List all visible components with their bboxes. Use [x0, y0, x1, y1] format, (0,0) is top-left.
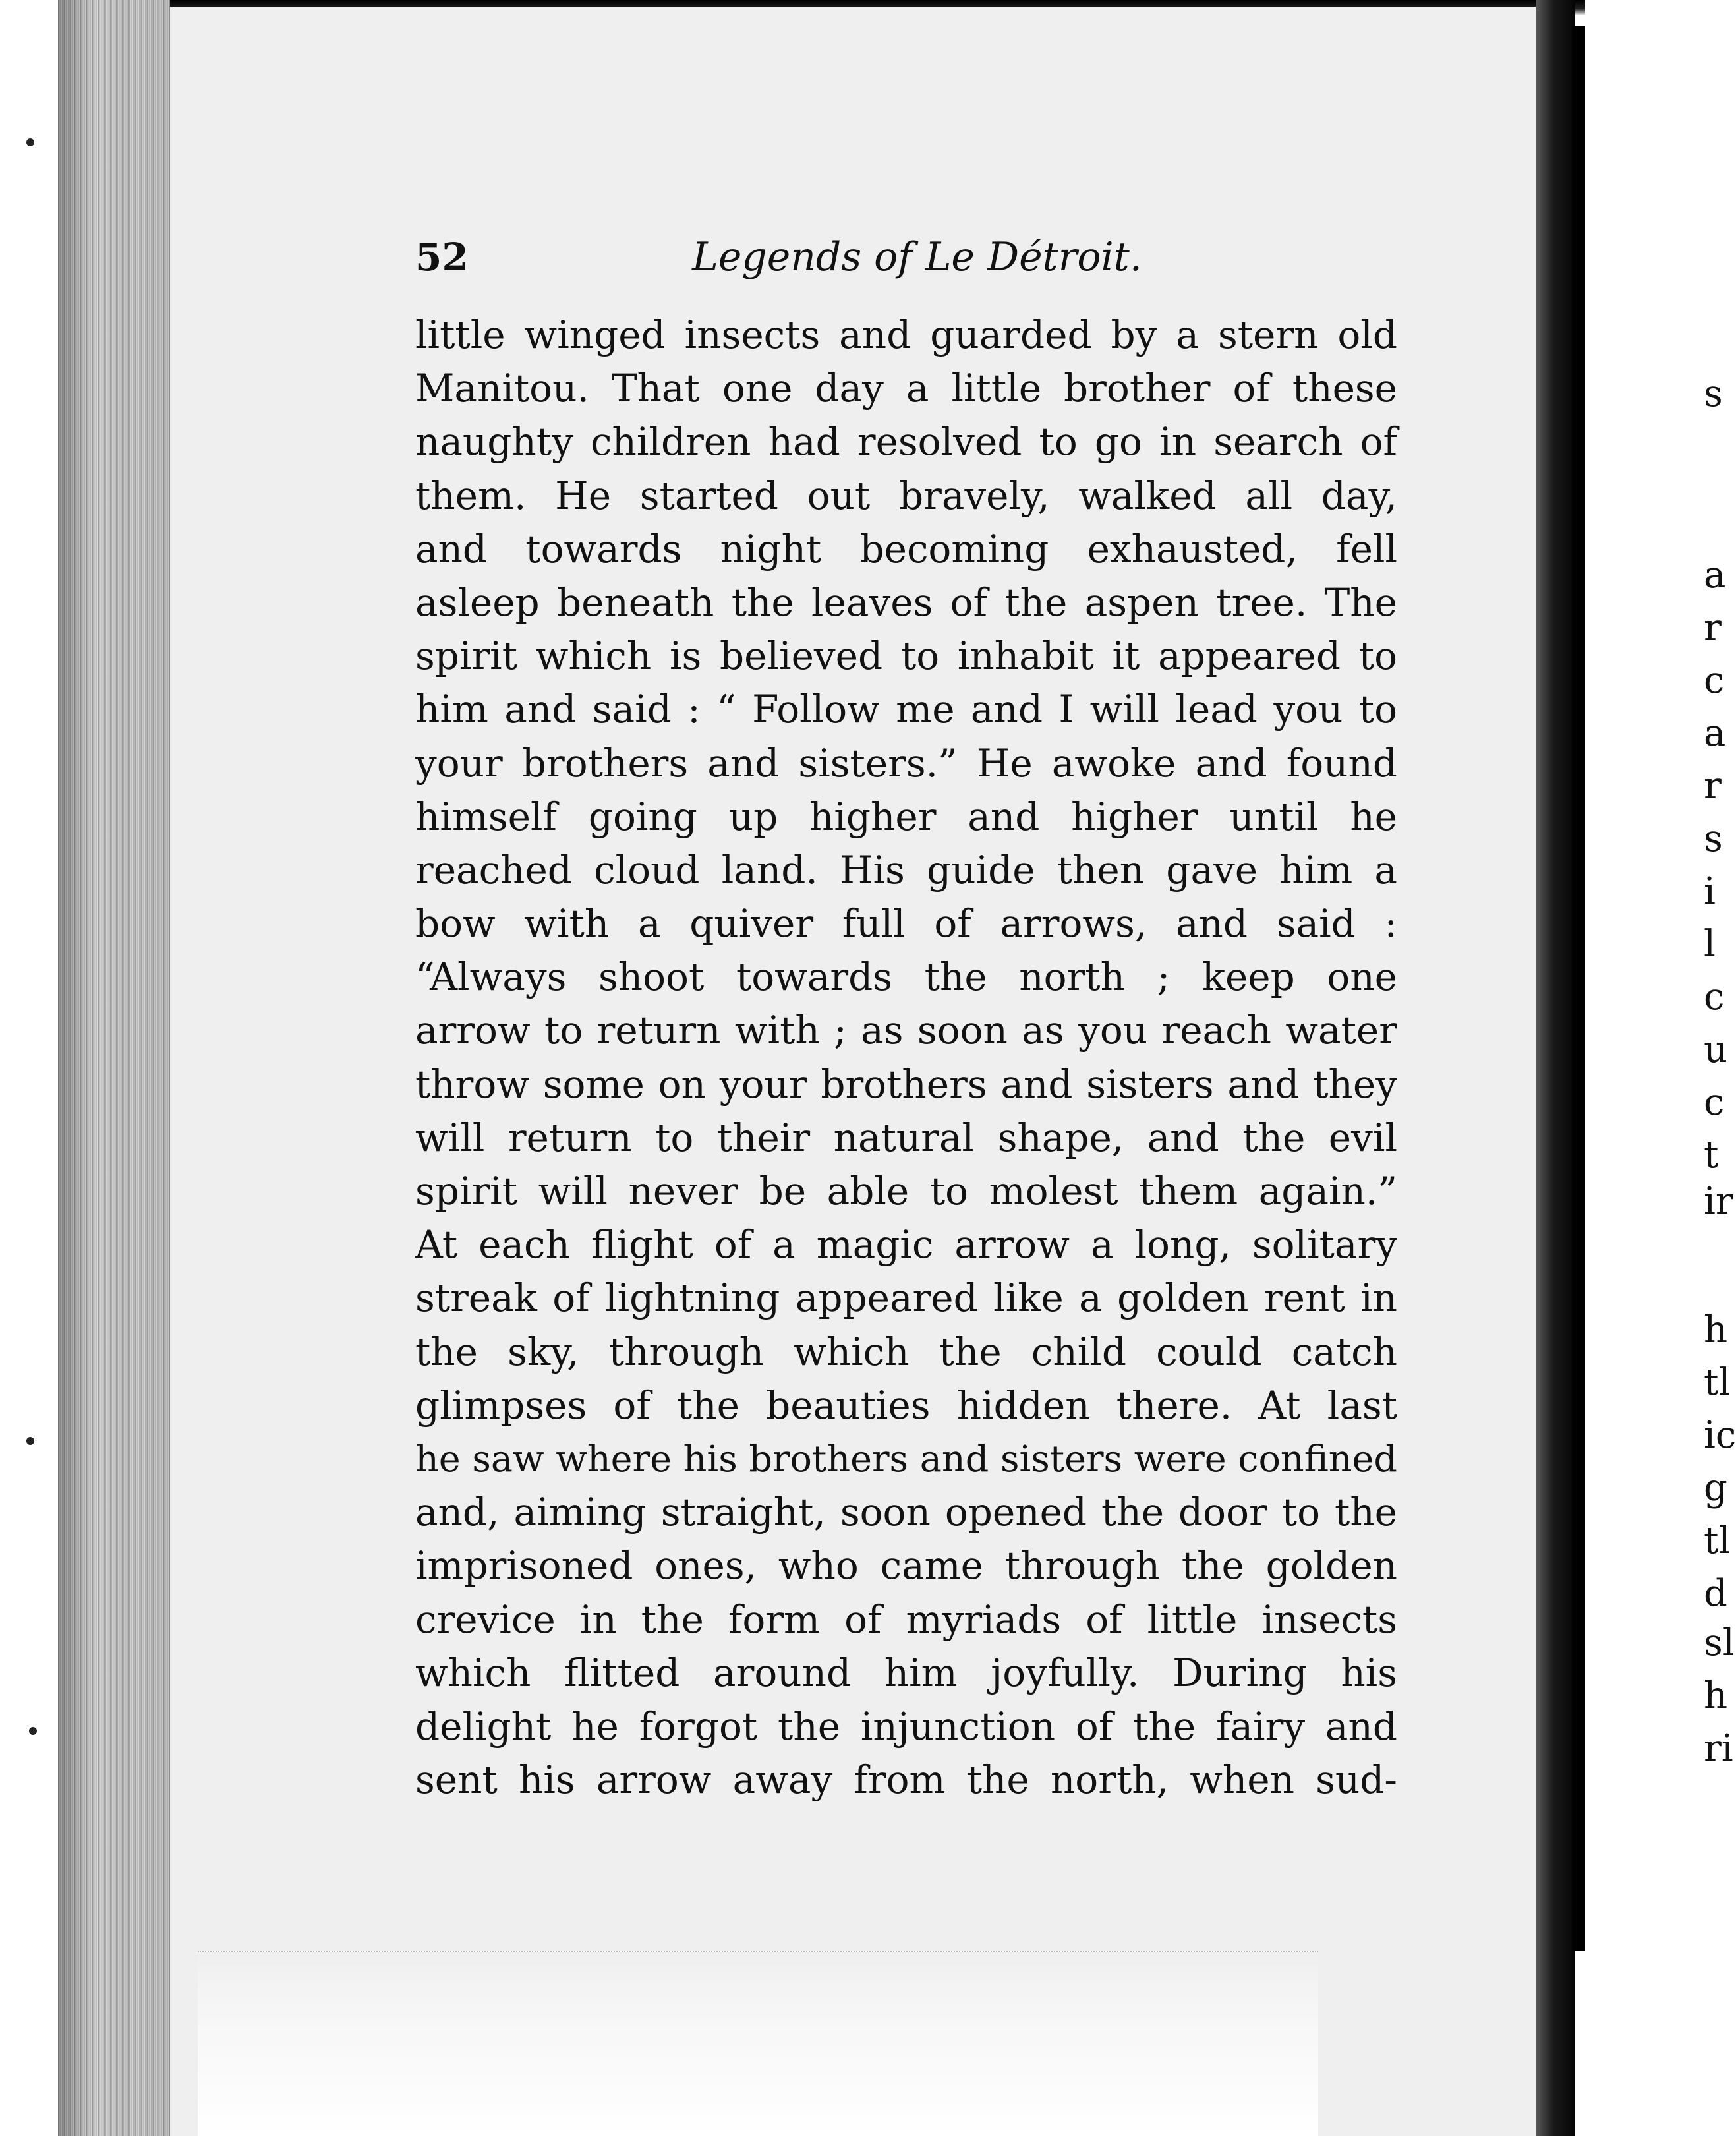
facing-page-fragment: h: [1704, 1308, 1728, 1351]
text-line: crevice in the form of myriads of little insects: [415, 1596, 1397, 1642]
text-line: imprisoned ones, who came through the golden: [415, 1543, 1397, 1589]
facing-page-fragment: ri: [1704, 1727, 1733, 1770]
text-line: At each flight of a magic arrow a long, solitary: [415, 1222, 1397, 1268]
facing-page-fragment: tl: [1704, 1519, 1731, 1562]
text-line: them. He started out bravely, walked all day,: [415, 473, 1397, 518]
scan-left-margin: [0, 0, 58, 2136]
page-edges-shadow: [58, 0, 170, 2136]
facing-page-fragment: c: [1704, 659, 1725, 702]
text-line: naughty children had resolved to go in search of: [415, 419, 1397, 465]
text-line: reached cloud land. His guide then gave him a: [415, 847, 1397, 893]
facing-page-fragment: tl: [1704, 1361, 1731, 1404]
running-title: Legends of Le Détroit.: [692, 234, 1142, 280]
facing-page-fragment: d: [1704, 1572, 1727, 1615]
text-line: him and said : “ Follow me and I will lead you to: [415, 687, 1397, 732]
text-line: he saw where his brothers and sisters were confined: [415, 1437, 1397, 1480]
facing-page-fragment: g: [1704, 1467, 1727, 1509]
facing-page-fragment: ir: [1704, 1180, 1733, 1223]
body-text: [415, 308, 1397, 1807]
text-line: which flitted around him joyfully. During his: [415, 1650, 1397, 1695]
text-line: arrow to return with ; as soon as you reach water: [415, 1008, 1397, 1053]
text-line: and, aiming straight, soon opened the door to the: [415, 1490, 1397, 1535]
text-line: spirit will never be able to molest them again.”: [415, 1169, 1397, 1214]
page-number: 52: [415, 235, 469, 279]
facing-page-fragment: i: [1704, 870, 1716, 913]
scan-speck: [29, 1727, 37, 1735]
text-line: himself going up higher and higher until he: [415, 794, 1397, 839]
facing-page-fragment: s: [1704, 372, 1723, 415]
facing-page-fragment: a: [1704, 712, 1726, 755]
book-gutter-shadow: [1572, 26, 1585, 1951]
facing-page-fragment: ic: [1704, 1414, 1736, 1457]
text-line: your brothers and sisters.” He awoke and found: [415, 740, 1397, 786]
text-line: sent his arrow away from the north, when sud-: [415, 1757, 1397, 1803]
page-header: [415, 224, 1404, 290]
facing-page-fragment: u: [1704, 1028, 1728, 1071]
text-line: “Always shoot towards the north ; keep one: [415, 954, 1397, 1000]
facing-page-fragment: a: [1704, 554, 1726, 597]
text-line: delight he forgot the injunction of the fairy and: [415, 1703, 1397, 1749]
facing-page-fragment: s: [1704, 817, 1723, 860]
facing-page-fragment: r: [1704, 606, 1722, 649]
text-line: will return to their natural shape, and the evil: [415, 1115, 1397, 1160]
facing-page-fragment: l: [1704, 923, 1716, 966]
facing-page-fragment: sl: [1704, 1622, 1735, 1664]
facing-page-fragment: c: [1704, 976, 1725, 1018]
text-line: streak of lightning appeared like a golden rent in: [415, 1275, 1397, 1321]
scan-speck: [26, 138, 34, 146]
text-line: little winged insects and guarded by a stern old: [415, 312, 1397, 357]
facing-page-fragment: r: [1704, 765, 1722, 807]
facing-page-fragment: h: [1704, 1674, 1728, 1717]
text-line: glimpses of the beauties hidden there. At last: [415, 1382, 1397, 1428]
facing-page-fragment: t: [1704, 1134, 1719, 1177]
facing-page-fragment: c: [1704, 1081, 1725, 1124]
text-line: bow with a quiver full of arrows, and said :: [415, 901, 1397, 947]
text-line: Manitou. That one day a little brother of these: [415, 366, 1397, 411]
text-line: asleep beneath the leaves of the aspen tree. The: [415, 579, 1397, 625]
text-line: spirit which is believed to inhabit it appeared to: [415, 633, 1397, 679]
text-line: throw some on your brothers and sisters and they: [415, 1061, 1397, 1107]
scan-speck: [26, 1437, 34, 1445]
text-line: and towards night becoming exhausted, fell: [415, 526, 1397, 571]
text-line: the sky, through which the child could catch: [415, 1329, 1397, 1374]
page-bottom-ragged-edge: [198, 1951, 1318, 2137]
book-gutter: [1536, 0, 1575, 2136]
